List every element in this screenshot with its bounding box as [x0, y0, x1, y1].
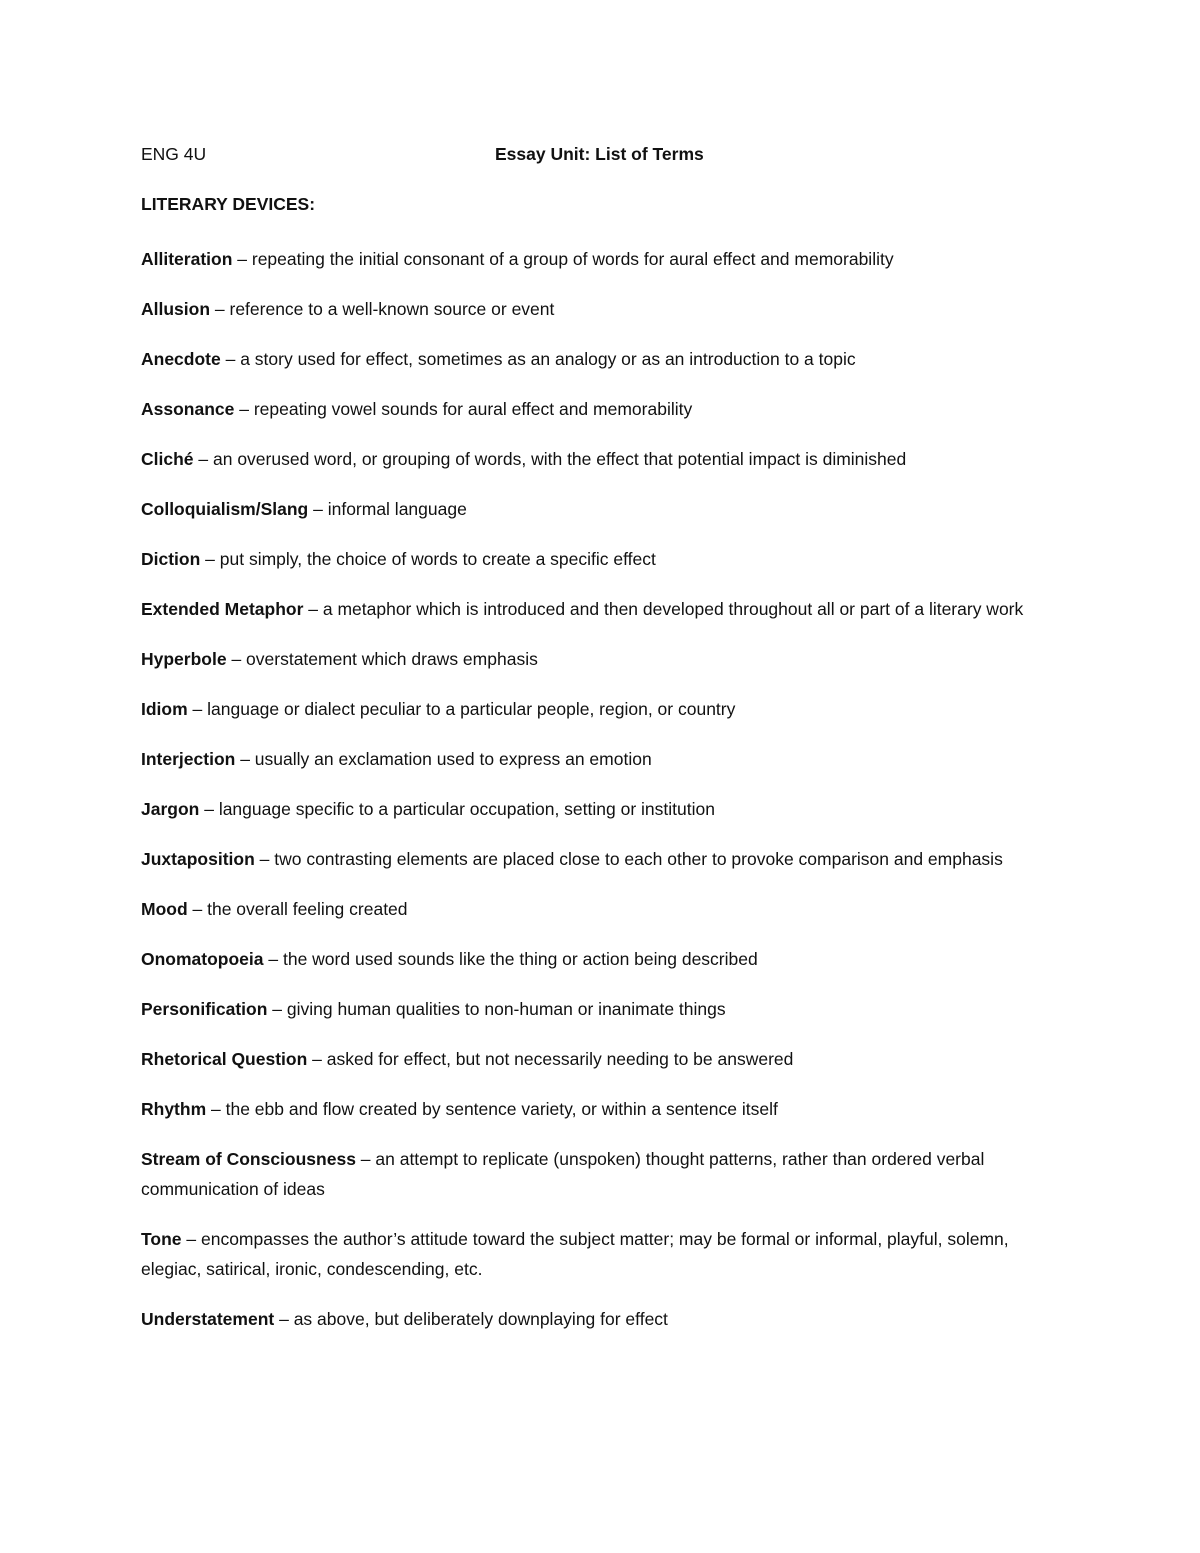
term-definition: – informal language	[308, 499, 467, 519]
term-definition: – the ebb and flow created by sentence variety, or within a sentence itself	[206, 1099, 778, 1119]
term-name: Colloquialism/Slang	[141, 499, 309, 519]
term-entry	[141, 494, 1066, 524]
term-entry	[141, 1094, 1066, 1124]
term-entry	[141, 1224, 1066, 1284]
term-name: Juxtaposition	[141, 849, 255, 869]
term-entry	[141, 1044, 1066, 1074]
term-name: Understatement	[141, 1309, 275, 1329]
term-definition: – an attempt to replicate (unspoken) thought patterns, rather than ordered verbal communication of ideas	[141, 1149, 985, 1199]
term-definition: – a story used for effect, sometimes as an analogy or as an introduction to a topic	[220, 349, 856, 369]
term-entry	[141, 994, 1066, 1024]
term-name: Cliché	[141, 449, 194, 469]
term-name: Assonance	[141, 399, 235, 419]
term-definition: – language or dialect peculiar to a particular people, region, or country	[187, 699, 736, 719]
term-entry	[141, 644, 1066, 674]
term-definition: – the word used sounds like the thing or action being described	[263, 949, 758, 969]
term-entry	[141, 894, 1066, 924]
course-code: ENG 4U	[141, 144, 207, 164]
term-name: Anecdote	[141, 349, 221, 369]
term-entry	[141, 744, 1066, 774]
term-entry	[141, 594, 1066, 624]
term-definition: – repeating vowel sounds for aural effect and memorability	[234, 399, 693, 419]
term-definition: – encompasses the author’s attitude toward the subject matter; may be formal or informal, playful, solemn, elegiac, satirical, ironic, condescending, etc.	[141, 1229, 1009, 1279]
term-definition: – overstatement which draws emphasis	[226, 649, 538, 669]
term-name: Personification	[141, 999, 268, 1019]
term-entry	[141, 544, 1066, 574]
term-name: Idiom	[141, 699, 188, 719]
term-definition: – two contrasting elements are placed close to each other to provoke comparison and emphasis	[254, 849, 1003, 869]
term-entry	[141, 344, 1066, 374]
term-entry	[141, 844, 1066, 874]
term-entry	[141, 1304, 1066, 1334]
term-definition: – put simply, the choice of words to create a specific effect	[200, 549, 656, 569]
term-definition: – as above, but deliberately downplaying for effect	[274, 1309, 668, 1329]
term-definition: – giving human qualities to non-human or inanimate things	[267, 999, 726, 1019]
term-name: Interjection	[141, 749, 236, 769]
term-name: Onomatopoeia	[141, 949, 264, 969]
term-definition: – the overall feeling created	[187, 899, 408, 919]
term-entry	[141, 944, 1066, 974]
term-name: Rhythm	[141, 1099, 207, 1119]
term-entry	[141, 1144, 1066, 1204]
term-name: Rhetorical Question	[141, 1049, 308, 1069]
term-name: Allusion	[141, 299, 211, 319]
term-name: Diction	[141, 549, 201, 569]
term-definition: – asked for effect, but not necessarily needing to be answered	[307, 1049, 794, 1069]
term-definition: – repeating the initial consonant of a group of words for aural effect and memorability	[232, 249, 894, 269]
term-entry	[141, 444, 1066, 474]
term-entry	[141, 244, 1066, 274]
term-definition: – a metaphor which is introduced and then developed throughout all or part of a literary work	[303, 599, 1024, 619]
term-name: Hyperbole	[141, 649, 227, 669]
term-name: Mood	[141, 899, 188, 919]
term-name: Extended Metaphor	[141, 599, 304, 619]
term-definition: – language specific to a particular occupation, setting or institution	[199, 799, 715, 819]
term-definition: – reference to a well-known source or event	[210, 299, 555, 319]
term-definition: – usually an exclamation used to express an emotion	[235, 749, 652, 769]
term-entry	[141, 794, 1066, 824]
term-name: Jargon	[141, 799, 200, 819]
document-header	[141, 144, 1061, 170]
term-entry	[141, 394, 1066, 424]
terms-list	[141, 244, 1066, 1354]
term-name: Stream of Consciousness	[141, 1149, 356, 1169]
section-heading: LITERARY DEVICES:	[141, 194, 316, 214]
term-entry	[141, 294, 1066, 324]
term-definition: – an overused word, or grouping of words, with the effect that potential impact is diminished	[193, 449, 907, 469]
term-entry	[141, 694, 1066, 724]
term-name: Alliteration	[141, 249, 233, 269]
document-title: Essay Unit: List of Terms	[495, 144, 704, 164]
term-name: Tone	[141, 1229, 182, 1249]
